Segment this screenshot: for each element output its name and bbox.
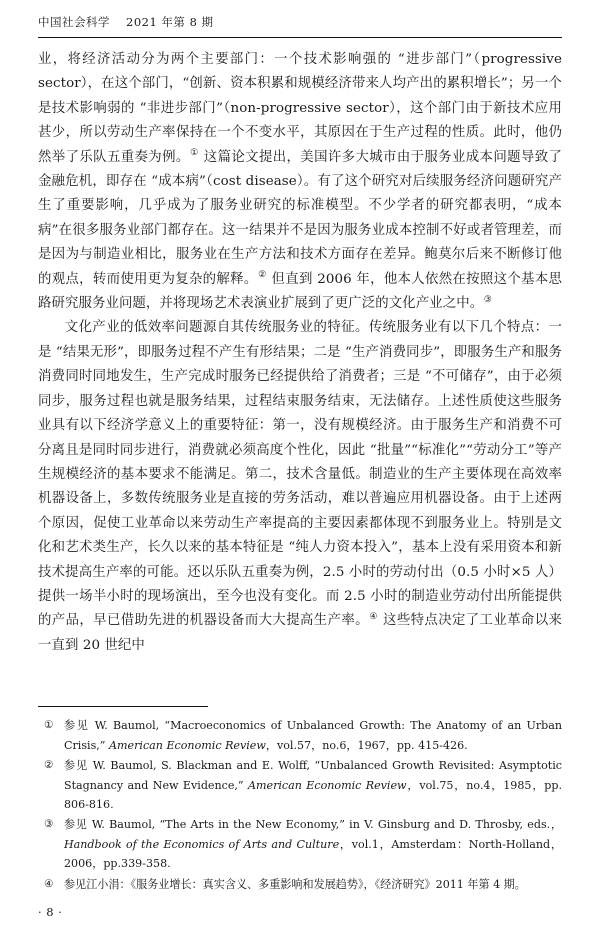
footnote-marker: ③ [44,818,54,831]
footnote-item [38,716,562,755]
footnotes-section [38,706,562,895]
running-head [38,14,562,30]
footnote-marker: ② [44,759,54,772]
footnote-item [38,815,562,873]
footnote-item [38,756,562,814]
footnote-reference[interactable]: ④ [369,611,378,622]
text-run: 业，将经济活动分为两个主要部门：一个技术影响强的 “进步部门”（progressive sector），在这个部门，“创新、资本积累和规模经济带来人均产出的累积增长”；另一个是技术影响弱的 “非进步部门”（non-progressive sector），这个部门由于新技术应用甚少，所以劳动生产率保持在一个不变水平，其原因在于生产过程的性质。此时，他仍然举了乐队五重奏为例。 [38,52,562,165]
journal-title: 中国社会科学 [38,15,110,29]
text-run: 但直到 2006 年，他本人依然在按照这个基本思路研究服务业问题，并将现场艺术表演业扩展到了更广泛的文化产业之中。 [38,271,562,312]
footnote-text [64,716,562,755]
footnote-segment: 参见江小涓：《服务业增长：真实含义、多重影响和发展趋势》，《经济研究》2011 年第 4 期。 [64,877,526,891]
footnote-reference[interactable]: ① [190,148,199,159]
footnote-text [64,756,562,814]
footnote-segment: 参见 W. Baumol, “Macroeconomics of Unbalanced Growth: The Anatomy of an Urban Crisis,” [64,719,562,752]
text-run: 文化产业的低效率问题源自其传统服务业的特征。传统服务业有以下几个特点：一是 “结果无形”，即服务过程不产生有形结果；二是 “生产消费同步”，即服务生产和服务消费同时同地发生，生产完成时服务已经提供给了消费者；三是 “不可储存”，由于必须同步，服务过程也就是服务结果，过程结束服务结束，无法储存。上述性质使这些服务业具有以下经济学意义上的重要特征：第一，没有规模经济。由于服务生产和消费不可分离且是同时同步进行，消费就必须高度个性化，因此 “批量”“标准化”“劳动分工”等产生规模经济的基本要求不能满足。第二，技术含量低。制造业的生产主要体现在高效率机器设备上，多数传统服务业是直接的劳务活动，难以普遍应用机器设备。由于上述两个原因，促使工业革命以来劳动生产率提高的主要因素都体现不到服务业上。特别是文化和艺术类生产，长久以来的基本特征是 “纯人力资本投入”，基本上没有采用资本和新技术提高生产率的可能。还以乐队五重奏为例，2.5 小时的劳动付出（0.5 小时×5 人）提供一场半小时的现场演出，至今也没有变化。而 2.5 小时的制造业劳动付出所能提供的产品，早已借助先进的机器设备而大大提高生产率。 [38,320,562,629]
footnote-segment: 参见 W. Baumol, “The Arts in the New Economy,” in V. Ginsburg and D. Throsby, eds.， [64,818,562,832]
body-text [38,48,562,658]
footnote-segment: ，vol.1，Amsterdam：North-Holland，2006，pp.339-358. [64,837,562,871]
footnote-segment: ，vol.75，no.4，1985，pp. 806-816. [64,778,562,811]
footnote-text [64,815,562,873]
footnote-segment: ，vol.57，no.6，1967，pp. 415-426. [265,738,468,752]
footnotes-rule [38,706,208,707]
text-run: 这篇论文提出，美国许多大城市由于服务业成本问题导致了金融危机，即存在 “成本病”（cost disease）。有了这个研究对后续服务经济问题研究产生了重要影响，几乎成为了服务业研究的标准模型。不少学者的研究都表明，“成本病”在很多服务业部门都存在。这一结果并不是因为服务业成本控制不好或者管理差，而是因为与制造业相比，服务业在生产方法和技术方面存在差异。鲍莫尔后来不断修订他的观点，转而使用更为复杂的解释。 [38,149,562,287]
text-run: 这些特点决定了工业革命以来一直到 20 世纪中 [38,613,562,653]
footnote-segment: 参见 W. Baumol, S. Blackman and E. Wolff, “Unbalanced Growth Revisited: Asymptotic Stagnancy and New Evidence,” [64,759,562,792]
paragraph [38,316,562,658]
page-number: · 8 · [38,905,63,919]
issue-label: 2021 年第 8 期 [126,15,214,29]
footnote-reference[interactable]: ② [258,270,267,281]
paragraph [38,48,562,316]
header-rule [38,37,562,38]
footnote-marker: ① [44,719,54,732]
footnote-journal-title: Handbook of the Economics of Arts and Culture [64,837,340,851]
footnotes-list [38,716,562,894]
footnote-marker: ④ [44,877,54,890]
footnote-journal-title: American Economic Review [109,738,266,752]
footnote-text [64,875,562,894]
footnote-item [38,875,562,894]
footnote-journal-title: American Economic Review [247,778,407,792]
footnote-reference[interactable]: ③ [483,294,492,305]
